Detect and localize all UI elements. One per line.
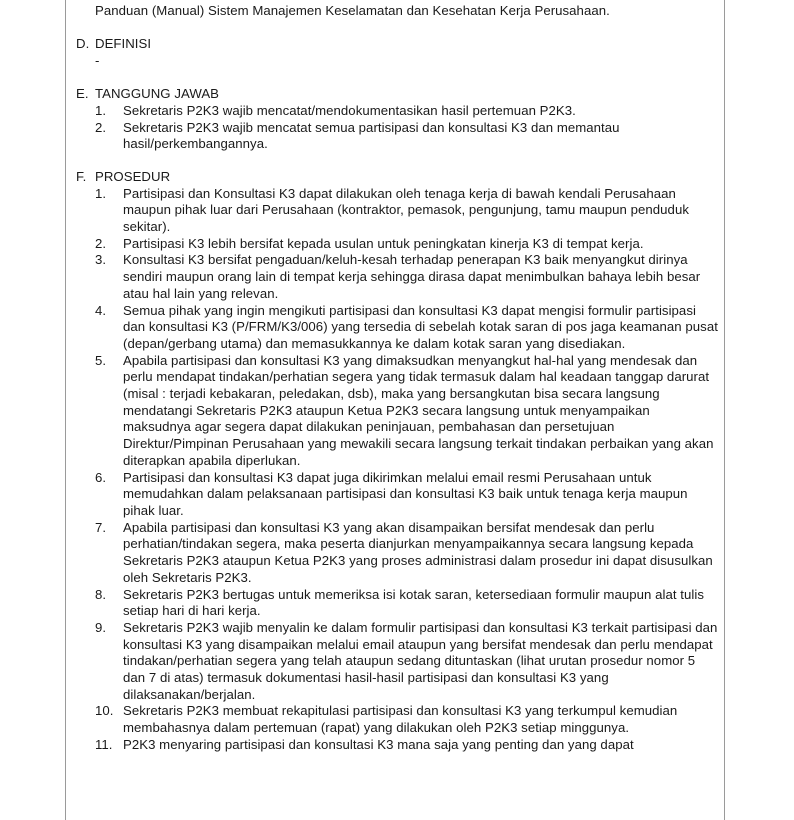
section-title: DEFINISI	[95, 35, 152, 51]
list-item-number: 1.	[95, 102, 107, 118]
list-item-number: 4.	[95, 302, 107, 318]
list-item-number: 8.	[95, 586, 107, 602]
list-item-text: Semua pihak yang ingin mengikuti partisipasi dan konsultasi K3 dapat mengisi formulir partisipasi dan konsultasi K3 (P/FRM/K3/006) yang tersedia di sebelah kotak saran di pos jaga keamanan pusat (depan/gerbang utama) dan memasukkannya ke dalam kotak saran yang disediakan.	[123, 302, 718, 351]
list-item-number: 5.	[95, 352, 107, 368]
list-item	[76, 303, 722, 353]
list-item-number: 7.	[95, 519, 107, 535]
list-item	[76, 236, 722, 253]
list-item-text: Partisipasi dan Konsultasi K3 dapat dilakukan oleh tenaga kerja di bawah kendali Perusahaan maupun pihak luar dari Perusahaan (kontraktor, pemasok, pengunjung, tamu maupun penduduk sekitar).	[123, 185, 689, 235]
list-item-number: 9.	[95, 619, 107, 635]
list-item-text: Konsultasi K3 bersifat pengaduan/keluh-kesah terhadap penerapan K3 baik menyangkut dirinya sendiri maupun orang lain di tempat kerja sehingga dirasa dapat menimbulkan bahaya lebih besar atau hal lain yang relevan.	[123, 252, 701, 301]
section-tanggung-jawab	[76, 86, 722, 153]
document-page	[65, 0, 725, 820]
list-item	[76, 120, 722, 153]
definisi-placeholder: -	[95, 53, 100, 69]
list-item-number: 11.	[95, 736, 113, 752]
section-heading	[76, 36, 722, 53]
list-item-number: 2.	[95, 235, 107, 251]
list-item-text: Sekretaris P2K3 membuat rekapitulasi partisipasi dan konsultasi K3 yang terkumpul kemudian membahasnya dalam pertemuan (rapat) yang dilakukan oleh P2K3 setiap minggunya.	[123, 703, 678, 736]
list-item-number: 3.	[95, 252, 107, 268]
list-item	[76, 252, 722, 302]
list-item-text: P2K3 menyaring partisipasi dan konsultasi K3 mana saja yang penting dan yang dapat	[123, 736, 634, 752]
section-title: TANGGUNG JAWAB	[95, 86, 220, 102]
list-item-text: Sekretaris P2K3 wajib mencatat semua partisipasi dan konsultasi K3 dan memantau hasil/perkembangannya.	[123, 119, 620, 152]
section-letter: D.	[76, 35, 90, 51]
list-item	[76, 186, 722, 236]
prosedur-list	[76, 186, 722, 754]
section-definisi	[76, 36, 722, 70]
list-item-text: Sekretaris P2K3 wajib mencatat/mendokumentasikan hasil pertemuan P2K3.	[123, 102, 576, 118]
list-item-number: 6.	[95, 469, 107, 485]
section-letter: E.	[76, 86, 89, 102]
section-heading	[76, 86, 722, 103]
list-item	[76, 737, 722, 754]
list-item-text: Apabila partisipasi dan konsultasi K3 yang akan disampaikan bersifat mendesak dan perlu perhatian/tindakan segera, maka peserta dianjurkan menyampaikannya secara langsung kepada Sekretaris P2K3 ataupun Ketua P2K3 yang proses administrasi dalam prosedur ini dapat disusulkan oleh Sekretaris P2K3.	[123, 519, 713, 585]
section-letter: F.	[76, 168, 87, 184]
list-item-number: 10.	[95, 703, 114, 719]
list-item-text: Partisipasi dan konsultasi K3 dapat juga dikirimkan melalui email resmi Perusahaan untuk memudahkan dalam pelaksanaan partisipasi dan konsultasi K3 baik untuk tenaga kerja maupun pihak luar.	[123, 469, 688, 518]
list-item	[76, 587, 722, 620]
list-item	[76, 470, 722, 520]
list-item-number: 2.	[95, 119, 107, 135]
list-item	[76, 103, 722, 120]
document-content	[76, 3, 722, 754]
list-item	[76, 520, 722, 587]
list-item	[76, 620, 722, 704]
list-item-text: Partisipasi K3 lebih bersifat kepada usulan untuk peningkatan kinerja K3 di tempat kerja.	[123, 235, 644, 251]
section-prosedur	[76, 169, 722, 754]
section-title: PROSEDUR	[95, 168, 171, 184]
section-heading	[76, 169, 722, 186]
list-item-text: Apabila partisipasi dan konsultasi K3 yang dimaksudkan menyangkut hal-hal yang mendesak dan perlu mendapat tindakan/perhatian segera yang tidak termasuk dalam hal keadaan tanggap darurat (misal : terjadi kebakaran, peledakan, dsb), maka yang bersangkutan bisa secara langsung mendatangi Sekretaris P2K3 ataupun Ketua P2K3 secara langsung untuk menyampaikan maksudnya agar segera dapat dilakukan peninjauan, pembahasan dan persetujuan Direktur/Pimpinan Perusahaan yang mewakili secara langsung terkait tindakan perbaikan yang akan diterapkan apabila diperlukan.	[123, 352, 714, 468]
tanggung-jawab-list	[76, 103, 722, 153]
list-item-number: 1.	[95, 185, 107, 201]
list-item	[76, 703, 722, 736]
list-item-text: Sekretaris P2K3 bertugas untuk memeriksa isi kotak saran, ketersediaan formulir maupun alat tulis setiap hari di hari kerja.	[123, 586, 704, 619]
intro-text: Panduan (Manual) Sistem Manajemen Keselamatan dan Kesehatan Kerja Perusahaan.	[95, 3, 610, 18]
list-item-text: Sekretaris P2K3 wajib menyalin ke dalam formulir partisipasi dan konsultasi K3 terkait partisipasi dan konsultasi K3 yang disampaikan melalui email ataupun yang bersifat mendesak dan perlu mendapat tindakan/perhatian segera yang telah ataupun sedang dituntaskan (lihat urutan prosedur nomor 5 dan 7 di atas) termasuk dokumentasi hasil-hasil partisipasi dan konsultasi K3 yang dilaksanakan/berjalan.	[123, 619, 718, 702]
list-item	[76, 353, 722, 470]
